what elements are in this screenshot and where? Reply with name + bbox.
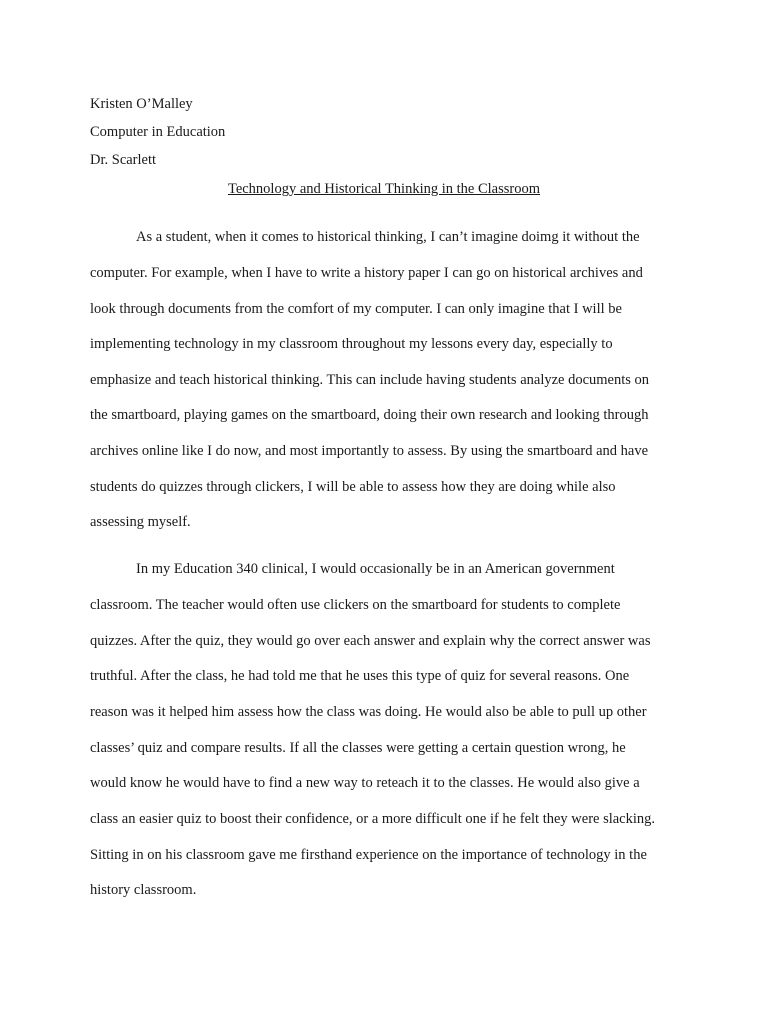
paragraph-line: As a student, when it comes to historical thinking, I can’t imagine doimg it without the (136, 229, 640, 245)
paragraph-line: classes’ quiz and compare results. If all the classes were getting a certain question wrong, he (90, 740, 626, 756)
paragraph-line: Sitting in on his classroom gave me firsthand experience on the importance of technology in the (90, 847, 647, 863)
paragraph-line: classroom. The teacher would often use clickers on the smartboard for students to complete (90, 597, 621, 613)
paragraph-line: students do quizzes through clickers, I will be able to assess how they are doing while also (90, 479, 616, 495)
paragraph-line: would know he would have to find a new way to reteach it to the classes. He would also give a (90, 775, 640, 791)
paragraph-line: the smartboard, playing games on the smartboard, doing their own research and looking through (90, 407, 649, 423)
paragraph-line: truthful. After the class, he had told me that he uses this type of quiz for several reasons. One (90, 668, 630, 684)
paragraph-line: class an easier quiz to boost their confidence, or a more difficult one if he felt they were slacking. (90, 811, 656, 827)
paragraph-line: archives online like I do now, and most importantly to assess. By using the smartboard and have (90, 443, 649, 459)
paragraph-line: quizzes. After the quiz, they would go over each answer and explain why the correct answer was (90, 633, 651, 649)
paragraph-line: emphasize and teach historical thinking. This can include having students analyze documents on (90, 372, 650, 388)
paragraph-line: history classroom. (90, 882, 197, 898)
paragraph-line: In my Education 340 clinical, I would occasionally be in an American government (136, 561, 615, 577)
instructor-name: Dr. Scarlett (90, 152, 157, 168)
course-name: Computer in Education (90, 124, 226, 140)
paragraph-line: assessing myself. (90, 514, 191, 530)
paragraph-line: look through documents from the comfort of my computer. I can only imagine that I will be (90, 301, 622, 317)
author-name: Kristen O’Malley (90, 96, 193, 112)
paragraph-line: implementing technology in my classroom throughout my lessons every day, especially to (90, 336, 613, 352)
document-title: Technology and Historical Thinking in the Classroom (227, 181, 541, 197)
paragraph-line: reason was it helped him assess how the class was doing. He would also be able to pull up other (90, 704, 647, 720)
paragraph-line: computer. For example, when I have to write a history paper I can go on historical archives and (90, 265, 643, 281)
